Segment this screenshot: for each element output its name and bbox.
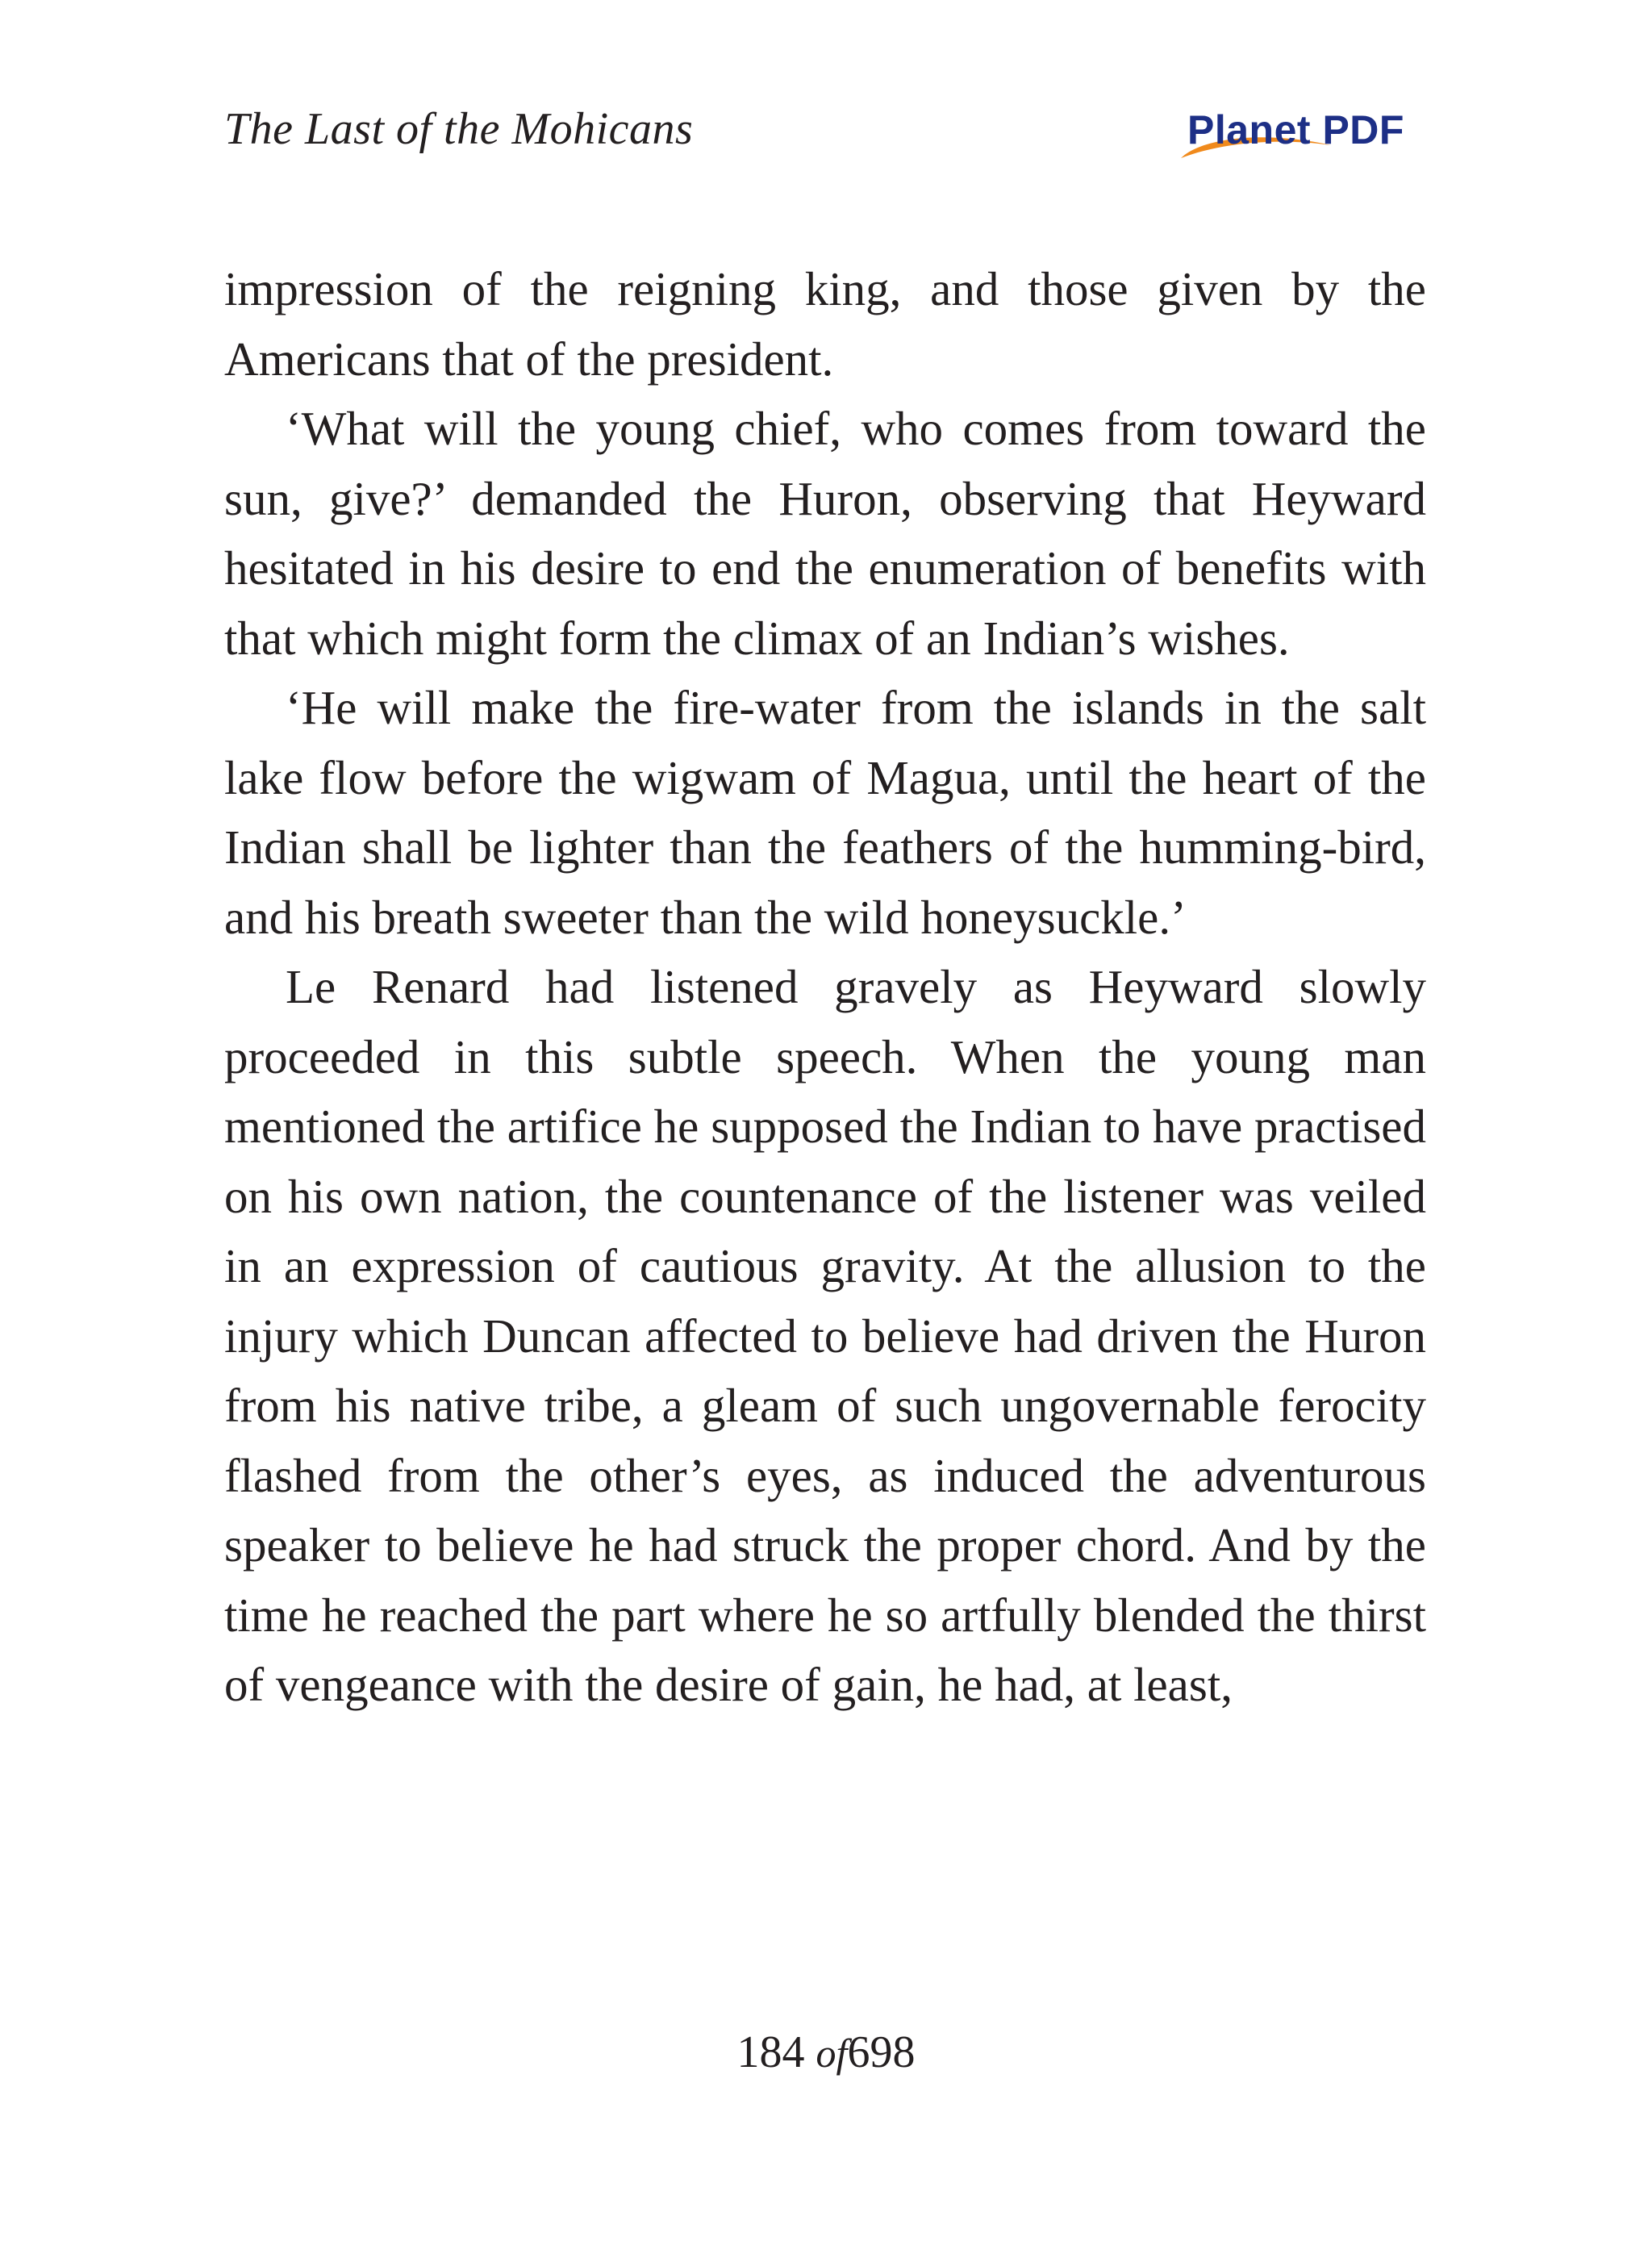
- paragraph: ‘He will make the fire-water from the islands in the salt lake flow before the wigwam of Magua, until the heart of the Indian shall be lighter than the feathers of the humming-bird, and his breath sweeter than the wild honeysuckle.’: [224, 681, 1426, 944]
- paragraph: Le Renard had listened gravely as Heyward slowly proceeded in this subtle speech. When the young man mentioned the artifice he supposed the Indian to have practised on his own nation, the countenance of the listener was veiled in an expression of cautious gravity. At the allusion to the injury which Duncan affected to believe had driven the Huron from his native tribe, a gleam of such ungovernable ferocity flashed from the other’s eyes, as induced the adventurous speaker to believe he had struck the proper chord. And by the time he reached the part where he so artfully blended the thirst of vengeance with the desire of gain, he had, at least,: [224, 960, 1426, 1711]
- page-of-label: of: [816, 2031, 848, 2076]
- page-body: [224, 254, 1426, 1720]
- page-number-footer: [0, 2027, 1652, 2078]
- planet-pdf-logo: [1170, 98, 1428, 171]
- logo-text: Planet PDF: [1187, 107, 1404, 152]
- total-page-count: 698: [847, 2027, 916, 2077]
- current-page-number: 184: [736, 2027, 805, 2077]
- running-header-title: The Last of the Mohicans: [224, 104, 694, 154]
- paragraph: ‘What will the young chief, who comes from toward the sun, give?’ demanded the Huron, observing that Heyward hesitated in his desire to end the enumeration of benefits with that which might form the climax of an Indian’s wishes.: [224, 402, 1426, 665]
- paragraph-continued: impression of the reigning king, and those given by the Americans that of the president.: [224, 262, 1426, 386]
